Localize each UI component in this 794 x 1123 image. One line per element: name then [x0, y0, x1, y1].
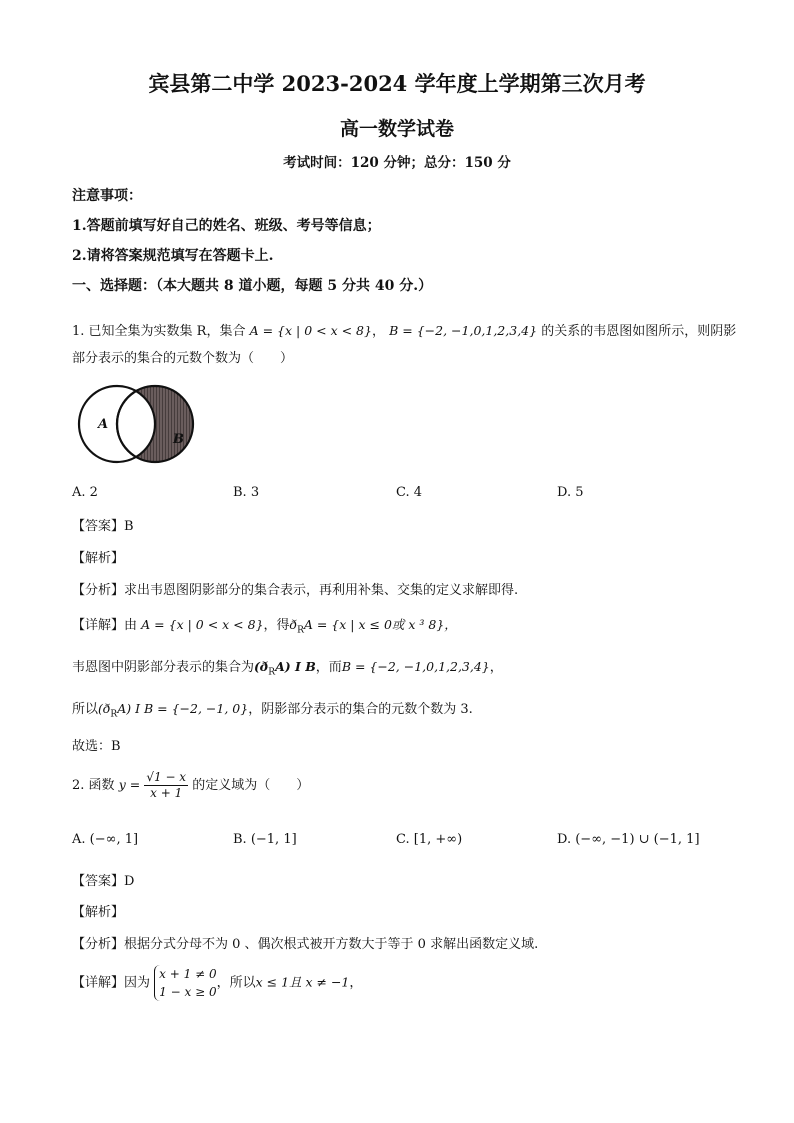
q1-option-a: A. 2 — [72, 485, 98, 500]
complement-symbol: ð — [289, 617, 298, 632]
q2-option-d: D. (−∞, −1) ∪ (−1, 1] — [557, 832, 700, 847]
q2-system — [154, 965, 216, 1001]
q2-fenxi — [72, 933, 538, 952]
fenxi-text: 求出韦恩图阴影部分的集合表示，再利用补集、交集的定义求解即得. — [124, 583, 519, 598]
q2-analysis-tag: 【解析】 — [72, 905, 125, 920]
q2-stem — [72, 770, 309, 801]
q2-xiangjie-c: x ≤ 1且 x ≠ −1 — [255, 974, 350, 990]
venn-label-b: B — [173, 432, 184, 447]
q1-line2 — [72, 656, 503, 678]
section-heading: 一、选择题：（本大题共 8 道小题，每题 5 分共 40 分.） — [72, 278, 433, 294]
q2-stem-b: 的定义域为（ ） — [192, 778, 310, 793]
q1-stem-line1 — [72, 320, 736, 339]
xiangjie-tag: 【详解】 — [72, 618, 125, 633]
answer-value: B — [124, 519, 134, 534]
q1-option-d: D. 5 — [557, 485, 584, 500]
q1-comma: ， — [371, 324, 385, 339]
q1-stem-b: 的关系的韦恩图如图所示，则阴影 — [541, 324, 737, 339]
q2-answer — [72, 870, 134, 889]
q2-xiangjie — [72, 965, 362, 1001]
line2-text-b: ，而 — [315, 660, 342, 675]
q1-option-c: C. 4 — [396, 485, 423, 500]
q2-fenxi-text: 根据分式分母不为 0 、偶次根式被开方数大于等于 0 求解出函数定义域. — [124, 937, 539, 952]
q2-option-b: B. (−1, 1] — [233, 832, 297, 847]
q1-conclusion: 故选：B — [72, 739, 121, 754]
line2-sub: R — [268, 667, 276, 678]
xiangjie-text-a: 由 — [124, 618, 138, 633]
notice-heading: 注意事项： — [72, 188, 142, 204]
fenxi-tag: 【分析】 — [72, 583, 125, 598]
q2-xiangjie-tag: 【详解】 — [72, 975, 125, 991]
q2-frac-den: x + 1 — [150, 786, 183, 800]
q2-fraction — [144, 770, 188, 801]
q2-stem-a: 2. 函数 — [72, 778, 115, 793]
venn-diagram — [72, 384, 200, 464]
q2-xiangjie-b: ，所以 — [216, 975, 256, 991]
q2-option-c: C. [1, +∞) — [396, 832, 463, 847]
line3-text-a: 所以 — [72, 702, 99, 717]
xiangjie-set-a: A = {x | 0 < x < 8} — [141, 617, 264, 632]
line3-text-b: ，阴影部分表示的集合的元数个数为 3. — [248, 702, 473, 717]
notice-item-2: 2.请将答案规范填写在答题卡上. — [72, 248, 274, 264]
venn-label-a: A — [98, 417, 109, 432]
xiangjie-text-b: ，得 — [263, 618, 290, 633]
line3-expr: (ð — [98, 701, 111, 716]
notice-item-1: 1.答题前填写好自己的姓名、班级、考号等信息； — [72, 218, 381, 234]
line2-expr2: A) I B — [275, 659, 316, 674]
q1-set-a: A = {x | 0 < x < 8} — [249, 323, 372, 338]
complement-set: A = {x | x ≤ 0或 x ³ 8}， — [303, 617, 457, 632]
q2-system-line2: 1 − x ≥ 0 — [159, 985, 217, 999]
q2-system-line1: x + 1 ≠ 0 — [159, 967, 217, 981]
q2-answer-value: D — [124, 874, 135, 889]
q1-stem-a: 1. 已知全集为实数集 R，集合 — [72, 324, 246, 339]
q1-answer — [72, 515, 134, 534]
q2-y: y = — [118, 777, 141, 792]
q2-xiangjie-a: 因为 — [124, 975, 151, 991]
q2-fenxi-tag: 【分析】 — [72, 937, 125, 952]
exam-subtitle: 高一数学试卷 — [339, 118, 454, 140]
line2-expr: (ð — [254, 659, 269, 674]
q1-xiangjie — [72, 614, 457, 636]
q2-answer-tag: 【答案】 — [72, 874, 125, 889]
q1-analysis-tag: 【解析】 — [72, 551, 125, 566]
q1-line3 — [72, 698, 473, 720]
line2-text-c: ， — [489, 660, 503, 675]
exam-info: 考试时间：120 分钟；总分：150 分 — [283, 155, 511, 171]
q2-xiangjie-d: ， — [349, 975, 363, 991]
line3-expr2: A) I B = {−2, −1, 0} — [117, 701, 249, 716]
answer-tag: 【答案】 — [72, 519, 125, 534]
q1-set-b: B = {−2, −1,0,1,2,3,4} — [389, 323, 538, 338]
line3-sub: R — [110, 709, 118, 720]
line2-set-b: B = {−2, −1,0,1,2,3,4} — [341, 659, 490, 674]
q2-option-a: A. (−∞, 1] — [72, 832, 139, 847]
q2-frac-num: √1 − x — [146, 770, 187, 784]
complement-sub: R — [297, 625, 304, 636]
q1-fenxi — [72, 579, 518, 598]
q1-option-b: B. 3 — [233, 485, 260, 500]
q1-stem-line2: 部分表示的集合的元数个数为（ ） — [72, 351, 294, 366]
exam-title: 宾县第二中学 2023-2024 学年度上学期第三次月考 — [148, 71, 646, 96]
line2-text-a: 韦恩图中阴影部分表示的集合为 — [72, 660, 255, 675]
